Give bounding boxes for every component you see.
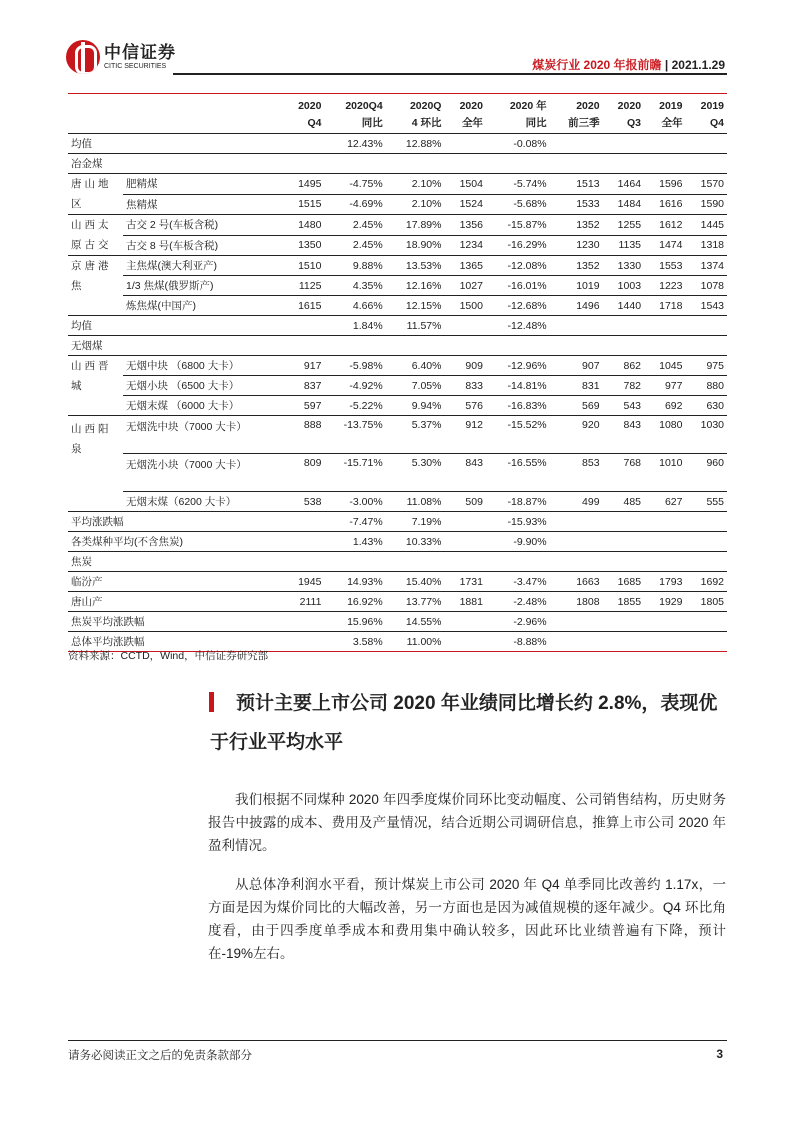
table-cell: 1718: [644, 296, 685, 316]
table-cell: 1230: [550, 235, 603, 256]
table-cell: 1223: [644, 276, 685, 296]
column-header-line1: 2019: [659, 99, 683, 112]
table-cell: [603, 134, 644, 154]
coal-type-label: 1/3 焦煤(俄罗斯产): [123, 276, 283, 296]
table-cell: 1350: [283, 235, 324, 256]
coal-type-label: 临汾产: [68, 572, 283, 592]
coal-type-label: 无烟中块 （6800 大卡）: [123, 356, 283, 376]
table-cell: 2.10%: [386, 174, 445, 195]
table-cell: [603, 512, 644, 532]
table-cell: 1474: [644, 235, 685, 256]
table-cell: 630: [685, 396, 727, 416]
table-row: [68, 454, 727, 492]
table-cell: [283, 612, 324, 632]
table-cell: [644, 632, 685, 652]
row-label: 平均涨跌幅: [68, 512, 283, 532]
table-cell: [685, 134, 727, 154]
table-cell: 917: [283, 356, 324, 376]
table-cell: 543: [603, 396, 644, 416]
column-header-line2: 全年: [461, 116, 483, 129]
section-label: 焦炭: [68, 552, 727, 572]
table-cell: 1616: [644, 194, 685, 215]
table-cell: [644, 512, 685, 532]
column-header-line1: 2020: [617, 99, 642, 112]
table-cell: [550, 512, 603, 532]
table-cell: 1500: [444, 296, 485, 316]
table-cell: 1805: [685, 592, 727, 612]
table-cell: -12.96%: [486, 356, 550, 376]
column-header: [324, 94, 385, 134]
column-header: [550, 94, 603, 134]
table-cell: 1685: [603, 572, 644, 592]
table-cell: [644, 134, 685, 154]
table-cell: -9.90%: [486, 532, 550, 552]
column-header-line1: 2020Q4: [345, 99, 383, 112]
table-cell: [444, 632, 485, 652]
table-cell: 1590: [685, 194, 727, 215]
table-cell: 2111: [283, 592, 324, 612]
table-cell: [685, 532, 727, 552]
table-cell: 1533: [550, 194, 603, 215]
table-row: [68, 296, 727, 316]
table-cell: 17.89%: [386, 215, 445, 236]
table-row: [68, 276, 727, 296]
table-row: [68, 256, 727, 276]
table-cell: 16.92%: [324, 592, 385, 612]
table-cell: [644, 532, 685, 552]
coal-type-label: 古交 8 号(车板含税): [123, 235, 283, 256]
region-label: 山西太原古交: [68, 215, 123, 256]
column-header-line2: 前三季: [568, 116, 600, 129]
column-header-line1: 2020: [298, 99, 322, 112]
table-cell: 1553: [644, 256, 685, 276]
table-cell: 1480: [283, 215, 324, 236]
table-cell: 14.93%: [324, 572, 385, 592]
table-cell: 597: [283, 396, 324, 416]
table-cell: -7.47%: [324, 512, 385, 532]
table-cell: 920: [550, 416, 603, 454]
table-cell: 1484: [603, 194, 644, 215]
table-row: [68, 396, 727, 416]
table-row: [68, 612, 727, 632]
table-cell: 1663: [550, 572, 603, 592]
table-cell: 1504: [444, 174, 485, 195]
table-cell: 1.43%: [324, 532, 385, 552]
table-row: [68, 316, 727, 336]
table-cell: [444, 316, 485, 336]
table-cell: 12.43%: [324, 134, 385, 154]
citic-logo-icon: [66, 40, 100, 74]
coal-type-label: 肥精煤: [123, 174, 283, 195]
table-cell: 1945: [283, 572, 324, 592]
table-cell: 1495: [283, 174, 324, 195]
table-row: [68, 592, 727, 612]
table-cell: [550, 632, 603, 652]
table-cell: 11.57%: [386, 316, 445, 336]
row-label: 各类煤种平均(不含焦炭): [68, 532, 283, 552]
table-cell: 843: [603, 416, 644, 454]
table-cell: 977: [644, 376, 685, 396]
column-header: [283, 94, 324, 134]
table-cell: 1510: [283, 256, 324, 276]
table-cell: 1255: [603, 215, 644, 236]
table-cell: 15.96%: [324, 612, 385, 632]
table-cell: 1929: [644, 592, 685, 612]
table-cell: 2.45%: [324, 215, 385, 236]
table-cell: 1365: [444, 256, 485, 276]
table-cell: [685, 612, 727, 632]
table-cell: 1374: [685, 256, 727, 276]
table-cell: [283, 532, 324, 552]
section-heading-text: 预计主要上市公司 2020 年业绩同比增长约 2.8%，表现优于行业平均水平: [210, 693, 718, 753]
column-header-line1: 2020Q: [409, 99, 442, 112]
table-cell: 9.94%: [386, 396, 445, 416]
section-row: [68, 552, 727, 572]
table-cell: [644, 612, 685, 632]
table-cell: -2.96%: [486, 612, 550, 632]
table-cell: 4.35%: [324, 276, 385, 296]
paragraph-2: 从总体净利润水平看，预计煤炭上市公司 2020 年 Q4 单季同比改善约 1.17x，一方面是因为煤价同比的大幅改善，另一方面也是因为减值规模的逐年减少。Q4 环比角度看，由于四季度单季成本和费用集中确认较多，因此环比业绩普遍有下降，预计在-19%左右。: [208, 877, 726, 961]
table-cell: 10.33%: [386, 532, 445, 552]
table-cell: 1543: [685, 296, 727, 316]
column-header: [444, 94, 485, 134]
table-cell: 7.05%: [386, 376, 445, 396]
table-cell: 1524: [444, 194, 485, 215]
table-cell: -16.29%: [486, 235, 550, 256]
table-cell: [444, 134, 485, 154]
table-cell: 960: [685, 454, 727, 492]
table-cell: 538: [283, 492, 324, 512]
table-cell: [603, 316, 644, 336]
table-cell: [550, 134, 603, 154]
table-cell: 1045: [644, 356, 685, 376]
table-cell: [644, 316, 685, 336]
table-cell: 509: [444, 492, 485, 512]
table-cell: [685, 512, 727, 532]
table-cell: 1027: [444, 276, 485, 296]
table-cell: 1440: [603, 296, 644, 316]
table-cell: 909: [444, 356, 485, 376]
table-cell: -12.68%: [486, 296, 550, 316]
coal-type-label: 无烟小块 （6500 大卡）: [123, 376, 283, 396]
table-cell: [685, 316, 727, 336]
section-row: [68, 154, 727, 174]
table-cell: 5.37%: [386, 416, 445, 454]
table-cell: 1570: [685, 174, 727, 195]
table-cell: -16.01%: [486, 276, 550, 296]
table-cell: 1135: [603, 235, 644, 256]
table-cell: -4.75%: [324, 174, 385, 195]
table-cell: 12.16%: [386, 276, 445, 296]
citic-logo: [66, 40, 176, 74]
table-cell: 1356: [444, 215, 485, 236]
coal-type-label: 主焦煤(澳大利亚产): [123, 256, 283, 276]
report-date: 2021.1.29: [671, 58, 725, 72]
column-header-line1: 2020 年: [509, 99, 547, 112]
table-cell: -15.87%: [486, 215, 550, 236]
table-cell: 569: [550, 396, 603, 416]
table-cell: 2.45%: [324, 235, 385, 256]
table-cell: 12.88%: [386, 134, 445, 154]
table-cell: 833: [444, 376, 485, 396]
table-cell: [603, 632, 644, 652]
table-row: [68, 572, 727, 592]
table-cell: -15.93%: [486, 512, 550, 532]
table-cell: 843: [444, 454, 485, 492]
table-cell: 1010: [644, 454, 685, 492]
section-label: 无烟煤: [68, 336, 727, 356]
table-cell: -8.88%: [486, 632, 550, 652]
table-cell: 880: [685, 376, 727, 396]
table-cell: 12.15%: [386, 296, 445, 316]
table-cell: 485: [603, 492, 644, 512]
table-cell: 1080: [644, 416, 685, 454]
table-cell: 1352: [550, 256, 603, 276]
table-row: [68, 356, 727, 376]
table-cell: 2.10%: [386, 194, 445, 215]
table-cell: 692: [644, 396, 685, 416]
table-cell: -13.75%: [324, 416, 385, 454]
column-header-line1: 2020: [576, 99, 600, 112]
table-cell: 809: [283, 454, 324, 492]
region-label: 山西阳泉: [68, 416, 123, 512]
table-cell: [603, 532, 644, 552]
table-cell: 1318: [685, 235, 727, 256]
table-cell: -0.08%: [486, 134, 550, 154]
table-cell: 1793: [644, 572, 685, 592]
table-cell: -5.74%: [486, 174, 550, 195]
table-cell: 862: [603, 356, 644, 376]
column-header: [386, 94, 445, 134]
table-cell: 9.88%: [324, 256, 385, 276]
table-cell: 1496: [550, 296, 603, 316]
region-label: 唐山地区: [68, 174, 123, 215]
column-header-line2: Q4: [307, 116, 322, 129]
table-cell: -12.08%: [486, 256, 550, 276]
table-cell: -3.47%: [486, 572, 550, 592]
row-label: 焦炭平均涨跌幅: [68, 612, 283, 632]
column-header-line2: Q3: [627, 116, 642, 129]
section-label: 冶金煤: [68, 154, 727, 174]
table-row: [68, 194, 727, 215]
table-cell: 15.40%: [386, 572, 445, 592]
table-cell: -4.92%: [324, 376, 385, 396]
table-cell: -4.69%: [324, 194, 385, 215]
table-row: [68, 174, 727, 195]
table-cell: -16.55%: [486, 454, 550, 492]
column-header-line2: 同比: [525, 116, 547, 129]
section-heading: [210, 684, 730, 762]
table-cell: 1612: [644, 215, 685, 236]
table-row: [68, 215, 727, 236]
table-cell: 1731: [444, 572, 485, 592]
table-cell: 782: [603, 376, 644, 396]
table-cell: -2.48%: [486, 592, 550, 612]
table-cell: [550, 612, 603, 632]
table-cell: 1078: [685, 276, 727, 296]
table-cell: [283, 134, 324, 154]
disclaimer-note: 请务必阅读正文之后的免责条款部分: [68, 1050, 252, 1062]
table-cell: -15.71%: [324, 454, 385, 492]
logo-en: CITIC SECURITIES: [104, 62, 167, 70]
table-cell: 1234: [444, 235, 485, 256]
table-cell: 1330: [603, 256, 644, 276]
table-cell: [685, 632, 727, 652]
column-header-line2: 全年: [661, 116, 683, 129]
row-label: 总体平均涨跌幅: [68, 632, 283, 652]
table-cell: 1019: [550, 276, 603, 296]
table-cell: 13.53%: [386, 256, 445, 276]
table-row: [68, 492, 727, 512]
table-cell: 14.55%: [386, 612, 445, 632]
table-cell: [444, 512, 485, 532]
table-cell: 1808: [550, 592, 603, 612]
table-cell: 1125: [283, 276, 324, 296]
column-header: [685, 94, 727, 134]
table-cell: [283, 512, 324, 532]
table-cell: -16.83%: [486, 396, 550, 416]
footer-divider: [68, 1040, 727, 1041]
table-cell: 1003: [603, 276, 644, 296]
table-cell: [283, 632, 324, 652]
table-cell: 7.19%: [386, 512, 445, 532]
table-cell: 576: [444, 396, 485, 416]
table-row: [68, 134, 727, 154]
table-cell: 1445: [685, 215, 727, 236]
table-cell: 13.77%: [386, 592, 445, 612]
table-cell: [444, 532, 485, 552]
table-cell: 975: [685, 356, 727, 376]
column-header-line2: Q4: [709, 116, 724, 129]
table-cell: 18.90%: [386, 235, 445, 256]
table-cell: 1352: [550, 215, 603, 236]
table-cell: [444, 612, 485, 632]
table-source: 资料来源：CCTD，Wind，中信证券研究部: [68, 650, 269, 662]
column-header: [486, 94, 550, 134]
table-cell: 853: [550, 454, 603, 492]
table-cell: -12.48%: [486, 316, 550, 336]
coal-price-table: [68, 93, 727, 652]
table-row: [68, 416, 727, 454]
coal-type-label: 无烟洗小块（7000 大卡）: [123, 454, 283, 492]
table-row: [68, 532, 727, 552]
coal-type-label: 无烟末煤 （6000 大卡）: [123, 396, 283, 416]
table-cell: 768: [603, 454, 644, 492]
table-row: [68, 512, 727, 532]
table-cell: 5.30%: [386, 454, 445, 492]
table-cell: 1464: [603, 174, 644, 195]
table-cell: 1615: [283, 296, 324, 316]
table-cell: 11.08%: [386, 492, 445, 512]
table-cell: -15.52%: [486, 416, 550, 454]
coal-type-label: 无烟洗中块（7000 大卡）: [123, 416, 283, 454]
table-cell: 1692: [685, 572, 727, 592]
table-cell: 3.58%: [324, 632, 385, 652]
table-cell: 1881: [444, 592, 485, 612]
table-cell: 1.84%: [324, 316, 385, 336]
table-cell: [550, 316, 603, 336]
table-cell: [550, 532, 603, 552]
table-row: [68, 235, 727, 256]
table-cell: [603, 612, 644, 632]
report-header: [532, 56, 725, 73]
table-cell: 888: [283, 416, 324, 454]
table-cell: [283, 316, 324, 336]
table-cell: 4.66%: [324, 296, 385, 316]
table-cell: -3.00%: [324, 492, 385, 512]
page-number: 3: [716, 1047, 723, 1061]
coal-type-label: 唐山产: [68, 592, 283, 612]
row-label: 均值: [68, 134, 283, 154]
table-cell: 837: [283, 376, 324, 396]
table-cell: 499: [550, 492, 603, 512]
column-header-line1: 2019: [700, 99, 724, 112]
header-divider: [173, 73, 727, 75]
region-label: 山西晋城: [68, 356, 123, 416]
logo-cn: 中信证券: [104, 42, 176, 62]
coal-type-label: 古交 2 号(车板含税): [123, 215, 283, 236]
table-cell: -5.98%: [324, 356, 385, 376]
table-cell: 831: [550, 376, 603, 396]
table-cell: 1515: [283, 194, 324, 215]
header-separator: |: [664, 58, 669, 72]
table-row: [68, 376, 727, 396]
coal-type-label: 炼焦煤(中国产): [123, 296, 283, 316]
report-title: 煤炭行业 2020 年报前瞻: [532, 58, 662, 72]
table-cell: 627: [644, 492, 685, 512]
column-header: [603, 94, 644, 134]
table-cell: -14.81%: [486, 376, 550, 396]
paragraph-1: 我们根据不同煤种 2020 年四季度煤价同环比变动幅度、公司销售结构，历史财务报告中披露的成本、费用及产量情况，结合近期公司调研信息，推算上市公司 2020 年盈利情况。: [208, 792, 726, 853]
coal-type-label: 焦精煤: [123, 194, 283, 215]
table-cell: -18.87%: [486, 492, 550, 512]
row-label: 均值: [68, 316, 283, 336]
column-header-line1: 2020: [459, 99, 483, 112]
column-header: [644, 94, 685, 134]
table-cell: -5.68%: [486, 194, 550, 215]
table-cell: 1596: [644, 174, 685, 195]
column-header-line2: 同比: [361, 116, 383, 129]
table-cell: 1855: [603, 592, 644, 612]
table-cell: 1513: [550, 174, 603, 195]
table-cell: -5.22%: [324, 396, 385, 416]
table-cell: 1030: [685, 416, 727, 454]
table-cell: 11.00%: [386, 632, 445, 652]
region-label: 京唐港焦: [68, 256, 123, 316]
table-cell: 912: [444, 416, 485, 454]
table-cell: 907: [550, 356, 603, 376]
column-header-line2: 4 环比: [411, 116, 442, 129]
table-cell: 6.40%: [386, 356, 445, 376]
table-cell: 555: [685, 492, 727, 512]
coal-type-label: 无烟末煤（6200 大卡）: [123, 492, 283, 512]
section-row: [68, 336, 727, 356]
